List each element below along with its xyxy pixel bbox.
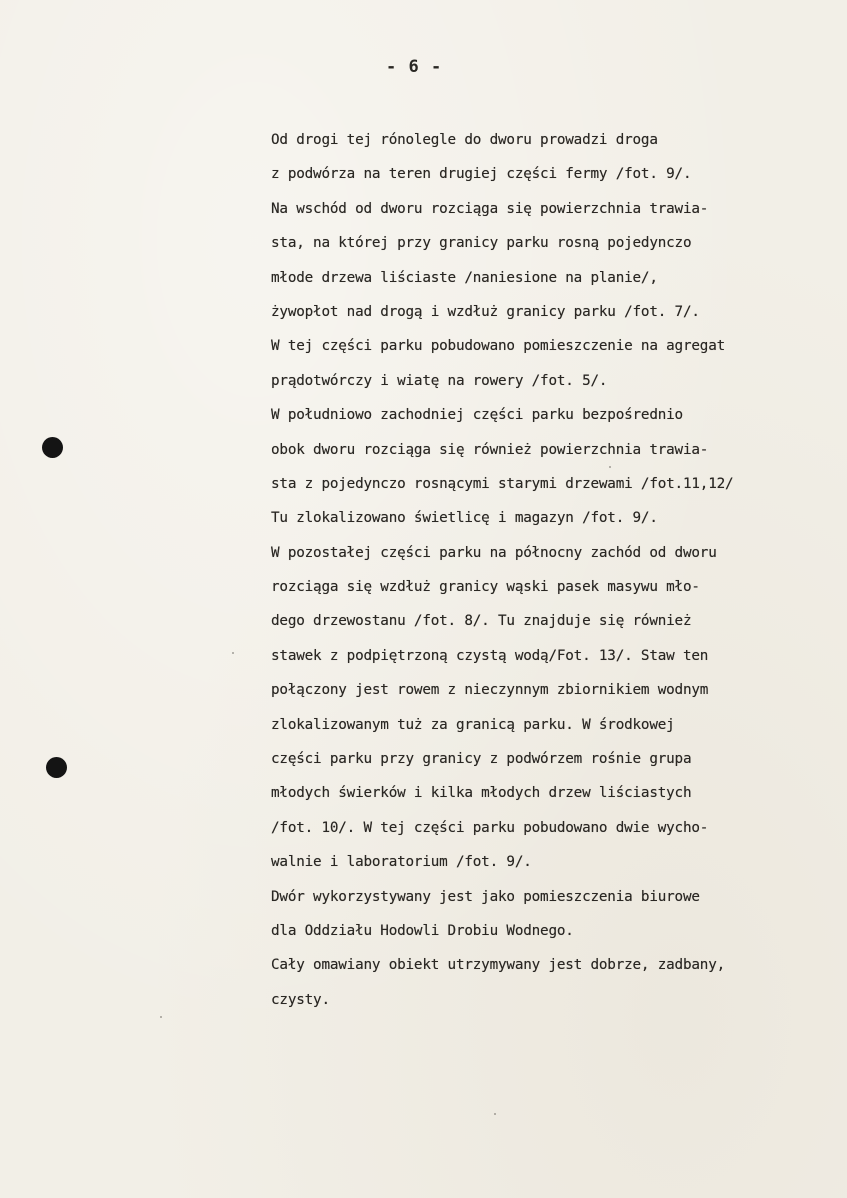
text-line: walnie i laboratorium /fot. 9/. <box>271 854 532 871</box>
text-line: dego drzewostanu /fot. 8/. Tu znajduje się również <box>271 613 692 630</box>
text-line: czysty. <box>271 991 330 1008</box>
text-line: Dwór wykorzystywany jest jako pomieszczenia biurowe <box>271 888 700 905</box>
text-line: stawek z podpiętrzoną czystą wodą/Fot. 13/. Staw ten <box>271 647 709 664</box>
paper-speck <box>160 1016 162 1018</box>
text-line: obok dworu rozciąga się również powierzchnia trawia- <box>271 441 709 458</box>
punch-hole-top <box>42 437 63 458</box>
text-line: żywopłot nad drogą i wzdłuż granicy parku /fot. 7/. <box>271 303 700 320</box>
text-line: sta z pojedynczo rosnącymi starymi drzewami /fot.11,12/ <box>271 475 734 492</box>
paper-speck <box>494 1113 496 1115</box>
text-line: W tej części parku pobudowano pomieszczenie na agregat <box>271 338 726 355</box>
paper-speck <box>232 652 234 654</box>
text-line: Cały omawiany obiekt utrzymywany jest dobrze, zadbany, <box>271 957 726 974</box>
text-line: prądotwórczy i wiatę na rowery /fot. 5/. <box>271 372 608 389</box>
text-line: z podwórza na teren drugiej części fermy /fot. 9/. <box>271 166 692 183</box>
text-line: /fot. 10/. W tej części parku pobudowano dwie wycho- <box>271 819 709 836</box>
text-line: połączony jest rowem z nieczynnym zbiornikiem wodnym <box>271 682 709 699</box>
text-line: sta, na której przy granicy parku rosną pojedynczo <box>271 235 692 252</box>
text-line: Na wschód od dworu rozciąga się powierzchnia trawia- <box>271 200 709 217</box>
text-line: młode drzewa liściaste /naniesione na planie/, <box>271 269 658 286</box>
text-line: Tu zlokalizowano świetlicę i magazyn /fot. 9/. <box>271 510 658 527</box>
typewritten-text <box>271 128 847 1022</box>
text-line: części parku przy granicy z podwórzem rośnie grupa <box>271 751 692 768</box>
punch-hole-bottom <box>46 757 67 778</box>
text-line: W pozostałej części parku na północny zachód od dworu <box>271 544 717 561</box>
text-line: W południowo zachodniej części parku bezpośrednio <box>271 407 683 424</box>
text-line: dla Oddziału Hodowli Drobiu Wodnego. <box>271 922 574 939</box>
page-number: - 6 - <box>386 57 443 77</box>
text-line: Od drogi tej rónolegle do dworu prowadzi droga <box>271 132 658 148</box>
text-line: młodych świerków i kilka młodych drzew liściastych <box>271 785 692 802</box>
text-line: rozciąga się wzdłuż granicy wąski pasek masywu mło- <box>271 579 700 596</box>
text-line: zlokalizowanym tuż za granicą parku. W środkowej <box>271 716 675 733</box>
